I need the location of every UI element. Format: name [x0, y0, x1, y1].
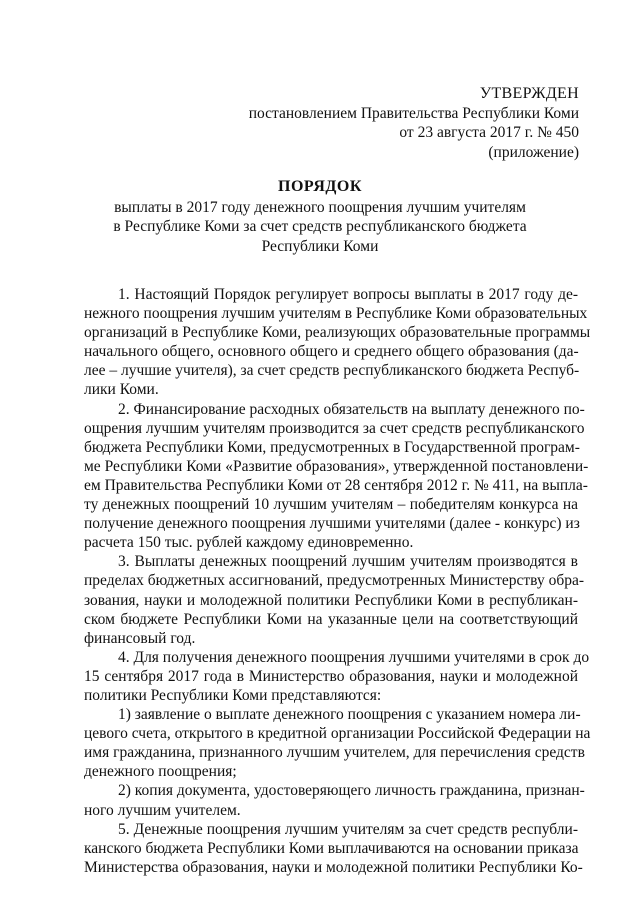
document-title: ПОРЯДОК: [278, 178, 362, 195]
text-line: 2. Финансирование расходных обязательств на выплату денежного по-: [118, 400, 585, 418]
text-line: пределах бюджетных ассигнований, предусмотренных Министерству обра-: [84, 572, 585, 590]
text-line: ощрения лучшим учителям производится за счет средств республиканского: [84, 419, 585, 437]
text-line: ем Правительства Республики Коми от 28 сентября 2012 г. № 411, на выпла-: [84, 476, 588, 494]
text-line: политики Республики Коми представляются:: [84, 686, 382, 704]
text-line: денежного поощрения;: [84, 763, 237, 781]
text-line: цевого счета, открытого в кредитной организации Российской Федерации на: [84, 725, 591, 743]
text-line: лики Коми.: [84, 381, 159, 399]
text-line: ного лучшим учителем.: [84, 801, 241, 819]
text-line: 5. Денежные поощрения лучшим учителям за счет средств республи-: [118, 820, 578, 838]
text-line: канского бюджета Республики Коми выплачиваются на основании приказа: [84, 839, 579, 857]
document-body: [84, 285, 591, 877]
document-title-block: [0, 177, 640, 256]
document-subtitle-line: Республики Коми: [261, 237, 379, 255]
text-line: получение денежного поощрения лучшими учителями (далее - конкурс) из: [84, 515, 580, 533]
text-line: 1) заявление о выплате денежного поощрения с указанием номера ли-: [118, 706, 581, 724]
approval-heading: УТВЕРЖДЕН: [479, 85, 579, 102]
text-line: ме Республики Коми «Развитие образования», утвержденной постановлени-: [84, 457, 589, 475]
approval-note: (приложение): [488, 143, 579, 161]
text-line: лее – лучшие учителя), за счет средств республиканского бюджета Респуб-: [84, 362, 580, 380]
text-line: организаций в Республике Коми, реализующих образовательные программы: [84, 324, 591, 342]
document-subtitle-line: в Республике Коми за счет средств республиканского бюджета: [113, 218, 527, 235]
text-line: ту денежных поощрений 10 лучшим учителям – победителям конкурса на: [84, 496, 578, 514]
text-line: ском бюджете Республики Коми на указанные цели на соответствующий: [84, 610, 578, 628]
text-line: 1. Настоящий Порядок регулирует вопросы выплаты в 2017 году де-: [118, 286, 578, 303]
text-line: начального общего, основного общего и среднего общего образования (да-: [84, 343, 579, 361]
text-line: 3. Выплаты денежных поощрений лучшим учителям производятся в: [118, 553, 578, 571]
approval-line: постановлением Правительства Республики Коми: [248, 104, 579, 122]
text-line: расчета 150 тыс. рублей каждому единовременно.: [84, 534, 414, 552]
text-line: бюджета Республики Коми, предусмотренных в Государственной програм-: [84, 438, 580, 456]
text-line: Министерства образования, науки и молодежной политики Республики Ко-: [84, 858, 583, 876]
text-line: 15 сентября 2017 года в Министерство образования, науки и молодежной: [84, 667, 578, 685]
text-line: имя гражданина, признанного лучшим учителем, для перечисления средств: [84, 744, 585, 762]
text-line: финансовый год.: [84, 629, 196, 647]
document-subtitle-line: выплаты в 2017 году денежного поощрения лучшим учителям: [114, 198, 526, 216]
approval-stamp: [249, 84, 579, 162]
text-line: нежного поощрения лучшим учителям в Республике Коми образовательных: [84, 305, 588, 323]
text-line: 2) копия документа, удостоверяющего личность гражданина, признан-: [118, 782, 585, 800]
text-line: зования, науки и молодежной политики Республики Коми в республикан-: [84, 591, 578, 609]
text-line: 4. Для получения денежного поощрения лучшими учителями в срок до: [118, 648, 590, 666]
approval-date-line: от 23 августа 2017 г. № 450: [399, 124, 579, 141]
